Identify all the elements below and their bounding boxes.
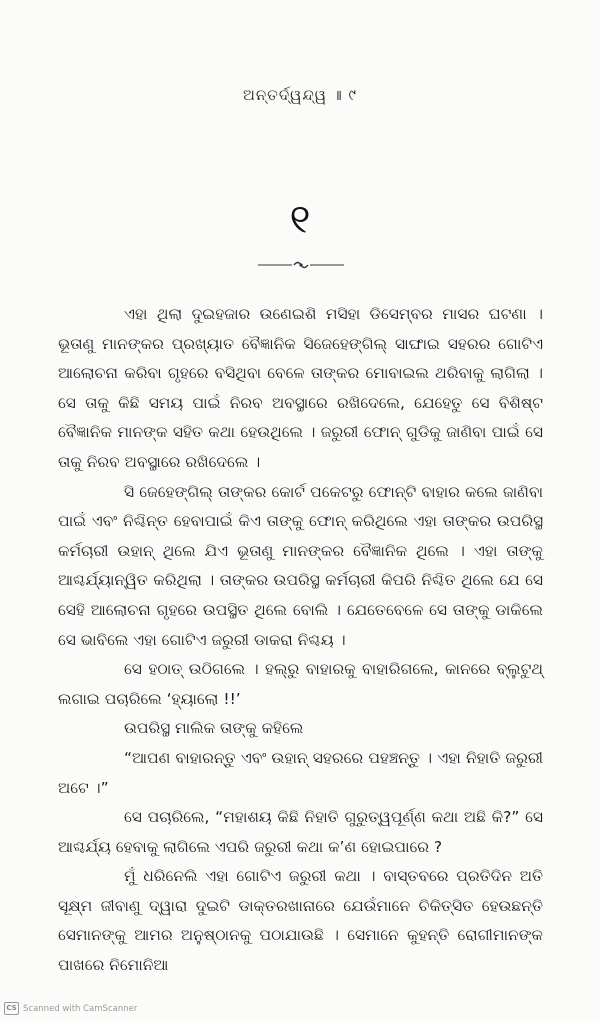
chapter-number: ୧: [289, 197, 311, 243]
paragraph-3: ସେ ହଠାତ୍ ଉଠିଗଲେ । ହଲ୍‌ରୁ ବାହାରକୁ ବାହାରିଗଲେ, କାନରେ ବ୍ଲୁଟୁଥ୍ ଲଗାଇ ପଚାରିଲେ ‘ହ୍ୟାଲୋ !!’: [58, 660, 543, 708]
paragraph-5: “ଆପଣ ବାହାରନ୍ତୁ ଏବଂ ଉହାନ୍ ସହରରେ ପହଞ୍ଚନ୍ତୁ । ଏହା ନିହାତି ଜରୁରୀ ଅଟେ ।”: [58, 748, 543, 797]
paragraph-1: ଏହା ଥିଲା ଦୁଇହଜାର ଉଣେଇଶି ମସିହା ଡିସେମ୍ବର ମାସର ଘଟଣା । ଭୂତାଣୁ ମାନଙ୍କର ପ୍ରଖ୍ୟାତ ବୈଜ୍ଞାନିକ ସିଜେହେଙ୍ଗିଲ୍ ସାଙ୍ଘାଇ ସହରର ଗୋଟିଏ ଆଲୋଚନା କରିବା ଗୃହରେ ବସିଥିବା ବେଳେ ତାଙ୍କର ମୋବାଇଲ ଥରିବାକୁ ଲାଗିଲା । ସେ ତାକୁ କିଛି ସମୟ ପାଇଁ ନିରବ ଅବସ୍ଥାରେ ରଖିଦେଲେ, ଯେହେତୁ ସେ ବିଶିଷ୍ଟ ବୈଜ୍ଞାନିକ ମାନଙ୍କ ସହିତ କଥା ହେଉଥିଲେ । ଜରୁରୀ ଫୋନ୍ ଗୁଡିକୁ ଜାଣିବା ପାଇଁ ସେ ତାକୁ ନିରବ ଅବସ୍ଥାରେ ରଖିଦେଲେ ।: [58, 305, 543, 471]
paragraph-7: ମୁଁ ଧରିନେଲି ଏହା ଗୋଟିଏ ଜରୁରୀ କଥା । ବାସ୍ତବରେ ପ୍ରତିଦିନ ଅତି ସୂକ୍ଷ୍ମ ଜୀବାଣୁ ଦ୍ୱାରା ଦୁଇଟି ଡାକ୍ତରଖାନାରେ ଯେଉଁମାନେ ଚିକିତ୍ସିତ ହେଉଛନ୍ତି ସେମାନଙ୍କୁ ଆମର ଅନୁଷ୍ଠାନକୁ ପଠାଯାଉଛି । ସେମାନେ କୁହନ୍ତି ରୋଗୀମାନଙ୍କ ପାଖରେ ନିମୋନିଆ: [58, 867, 543, 975]
camscanner-watermark: [4, 1002, 137, 1015]
camscanner-watermark-text: Scanned with CamScanner: [23, 1003, 138, 1014]
chapter-body: [58, 300, 543, 981]
paragraph-6: ସେ ପଚାରିଲେ, “ମହାଶୟ କିଛି ନିହାତି ଗୁରୁତ୍ୱପୂର୍ଣ୍ଣ କଥା ଅଛି କି?” ସେ ଆଶ୍ଚର୍ଯ୍ୟ ହେବାକୁ ଲାଗିଲେ ଏପରି ଜରୁରୀ କଥା କ’ଣ ହୋଇପାରେ ?: [58, 808, 543, 856]
paragraph-2: ସି ଜେହେଙ୍ଗିଲ୍ ତାଙ୍କର କୋର୍ଟ ପକେଟରୁ ଫୋନ୍ଟି ବାହାର କଲେ ଜାଣିବା ପାଇଁ ଏବଂ ନିଶ୍ଚିନ୍ତ ହେବାପାଇଁ କିଏ ତାଙ୍କୁ ଫୋନ୍ କରିଥିଲେ ଏହା ତାଙ୍କର ଉପରିସ୍ଥ କର୍ମଚାରୀ ଉହାନ୍ ଥିଲେ ଯିଏ ଭୂତାଣୁ ମାନଙ୍କର ବୈଜ୍ଞାନିକ ଥିଲେ । ଏହା ତାଙ୍କୁ ଆଶ୍ଚର୍ଯ୍ୟାନ୍ୱିତ କରିଥିଲା । ତାଙ୍କର ଉପରିସ୍ଥ କର୍ମଚାରୀ କିପରି ନିଶ୍ଚିତ ଥିଲେ ଯେ ସେ ସେହି ଆଲୋଚନା ଗୃହରେ ଉପସ୍ଥିତ ଥିଲେ ବୋଲି । ଯେତେବେଳେ ସେ ତାଙ୍କୁ ଡାକିଲେ ସେ ଭାବିଲେ ଏହା ଗୋଟିଏ ଜରୁରୀ ଡାକରା ନିଶ୍ଚୟ ।: [58, 482, 543, 649]
camscanner-logo-icon: CS: [4, 1002, 19, 1015]
chapter-divider-ornament: [258, 258, 344, 272]
paragraph-4: ଉପରିସ୍ଥ ମାଲିକ ତାଙ୍କୁ କହିଲେ: [124, 719, 304, 738]
running-header: ଅନ୍ତର୍ଦ୍ୱନ୍ଦ୍ୱ ॥ ୯: [242, 86, 357, 104]
